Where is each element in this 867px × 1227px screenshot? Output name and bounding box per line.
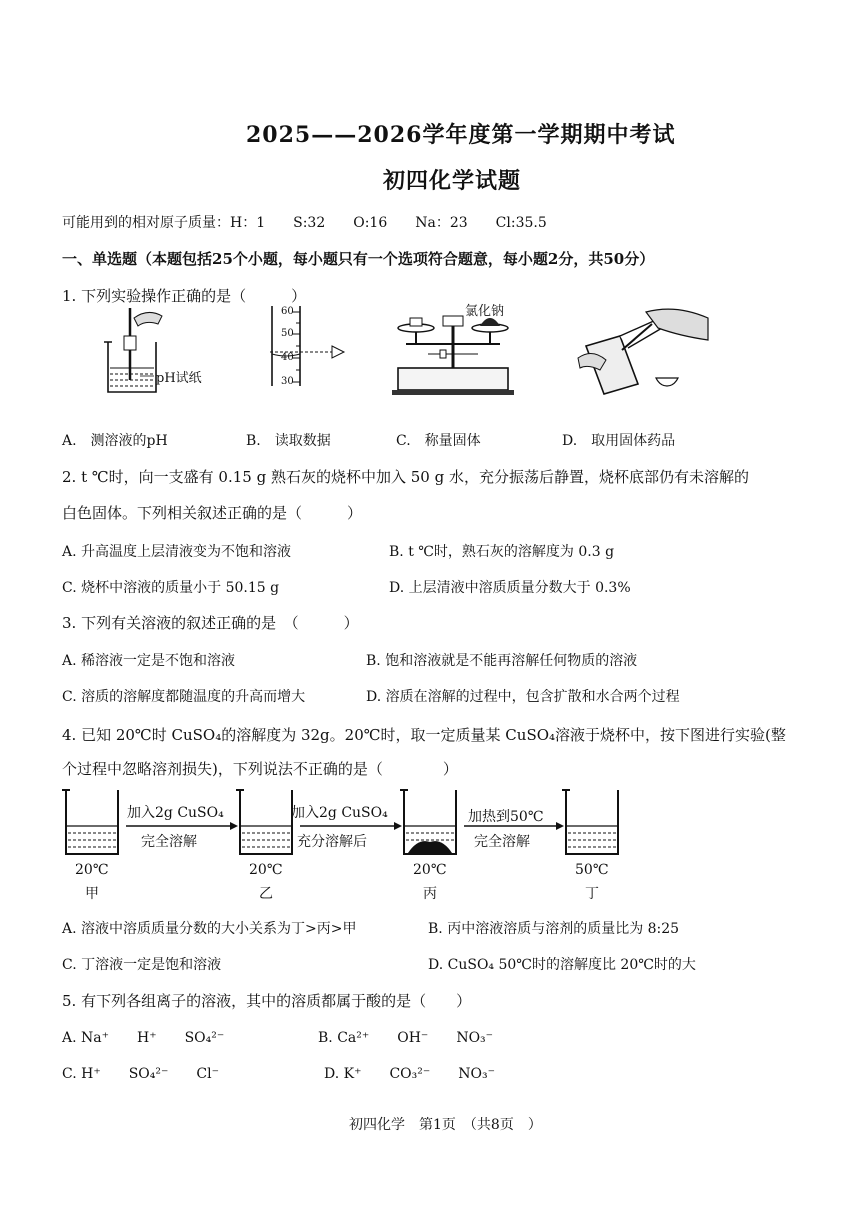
beaker-yi-temp: 20℃ xyxy=(249,862,283,878)
beaker-bing-temp: 20℃ xyxy=(413,862,447,878)
beaker-ding xyxy=(562,790,618,854)
q3-option-b[interactable]: B. 饱和溶液就是不能再溶解任何物质的溶液 xyxy=(366,653,638,669)
exam-title: 2025——2026学年度第一学期期中考试 xyxy=(246,122,676,148)
q4-option-b[interactable]: B. 丙中溶液溶质与溶剂的质量比为 8:25 xyxy=(428,921,680,937)
beaker-jia-temp: 20℃ xyxy=(75,862,109,878)
step2-label-bottom: 充分溶解后 xyxy=(297,834,367,850)
atomic-mass-line: 可能用到的相对原子质量：H：1 S:32 O:16 Na：23 Cl:35.5 xyxy=(62,215,547,231)
q3-option-a[interactable]: A. 稀溶液一定是不饱和溶液 xyxy=(62,653,236,669)
beaker-jia-name: 甲 xyxy=(85,886,99,902)
q2-option-d[interactable]: D. 上层清液中溶质质量分数大于 0.3% xyxy=(389,580,631,596)
beaker-ding-temp: 50℃ xyxy=(575,862,609,878)
q1-option-b[interactable]: B. 读取数据 xyxy=(246,433,331,449)
q1-option-c[interactable]: C. 称量固体 xyxy=(396,433,481,449)
q1-stem: 1. 下列实验操作正确的是（ ） xyxy=(62,287,307,305)
q2-stem-line2: 白色固体。下列相关叙述正确的是（ ） xyxy=(62,504,363,522)
q3-stem: 3. 下列有关溶液的叙述正确的是 （ ） xyxy=(62,614,359,632)
q3-option-c[interactable]: C. 溶质的溶解度都随温度的升高而增大 xyxy=(62,689,306,705)
q5-option-d[interactable]: D. K⁺ CO₃²⁻ NO₃⁻ xyxy=(324,1066,496,1082)
exam-subtitle: 初四化学试题 xyxy=(383,168,522,194)
step1-label-bottom: 完全溶解 xyxy=(141,834,197,850)
q2-option-a[interactable]: A. 升高温度上层清液变为不饱和溶液 xyxy=(62,544,292,560)
salt-label: 氯化钠 xyxy=(465,304,505,319)
ph-paper-label: pH试纸 xyxy=(156,371,202,386)
q5-option-b[interactable]: B. Ca²⁺ OH⁻ NO₃⁻ xyxy=(318,1030,494,1046)
step3-label-top: 加热到50℃ xyxy=(468,809,544,825)
cylinder-illustration xyxy=(260,306,360,390)
beaker-bing-name: 丙 xyxy=(423,886,437,902)
q3-option-d[interactable]: D. 溶质在溶解的过程中，包含扩散和水合两个过程 xyxy=(366,689,680,705)
q2-stem-line1: 2. t ℃时，向一支盛有 0.15 g 熟石灰的烧杯中加入 50 g 水，充分振荡后静置，烧杯底部仍有未溶解的 xyxy=(62,468,749,486)
q4-option-d[interactable]: D. CuSO₄ 50℃时的溶解度比 20℃时的大 xyxy=(428,957,696,973)
cylinder-tick-60: 60 xyxy=(281,306,294,317)
section-heading: 一、单选题（本题包括25个小题，每小题只有一个选项符合题意，每小题2分，共50分） xyxy=(62,250,655,268)
q4-stem-line1: 4. 已知 20℃时 CuSO₄的溶解度为 32g。20℃时，取一定质量某 CuSO₄溶液于烧杯中，按下图进行实验(整 xyxy=(62,726,786,744)
q5-stem: 5. 有下列各组离子的溶液，其中的溶质都属于酸的是（ ） xyxy=(62,992,472,1010)
cylinder-tick-40: 40 xyxy=(281,352,294,363)
q2-option-c[interactable]: C. 烧杯中溶液的质量小于 50.15 g xyxy=(62,580,280,596)
beaker-ding-name: 丁 xyxy=(585,886,599,902)
cylinder-tick-50: 50 xyxy=(281,328,294,339)
q1-option-d[interactable]: D. 取用固体药品 xyxy=(562,433,676,449)
page-footer: 初四化学 第1页 （共8页 ） xyxy=(349,1117,542,1133)
beaker-yi xyxy=(236,790,292,854)
beaker-bing xyxy=(400,790,456,854)
solid-reagent-illustration xyxy=(576,306,716,396)
q4-stem-line2: 个过程中忽略溶剂损失)，下列说法不正确的是（ ） xyxy=(62,760,458,778)
balance-illustration xyxy=(388,306,518,396)
q2-option-b[interactable]: B. t ℃时，熟石灰的溶解度为 0.3 g xyxy=(389,544,615,560)
q1-option-a[interactable]: A. 测溶液的pH xyxy=(62,433,168,449)
step3-label-bottom: 完全溶解 xyxy=(474,834,530,850)
q4-option-c[interactable]: C. 丁溶液一定是饱和溶液 xyxy=(62,957,222,973)
q5-option-c[interactable]: C. H⁺ SO₄²⁻ Cl⁻ xyxy=(62,1066,219,1082)
q5-option-a[interactable]: A. Na⁺ H⁺ SO₄²⁻ xyxy=(62,1030,225,1046)
beaker-yi-name: 乙 xyxy=(259,886,273,902)
q4-option-a[interactable]: A. 溶液中溶质质量分数的大小关系为丁>丙>甲 xyxy=(62,921,357,937)
beaker-jia xyxy=(62,790,118,854)
cylinder-tick-30: 30 xyxy=(281,376,294,387)
step1-label-top: 加入2g CuSO₄ xyxy=(127,805,224,821)
step2-label-top: 加入2g CuSO₄ xyxy=(291,805,388,821)
